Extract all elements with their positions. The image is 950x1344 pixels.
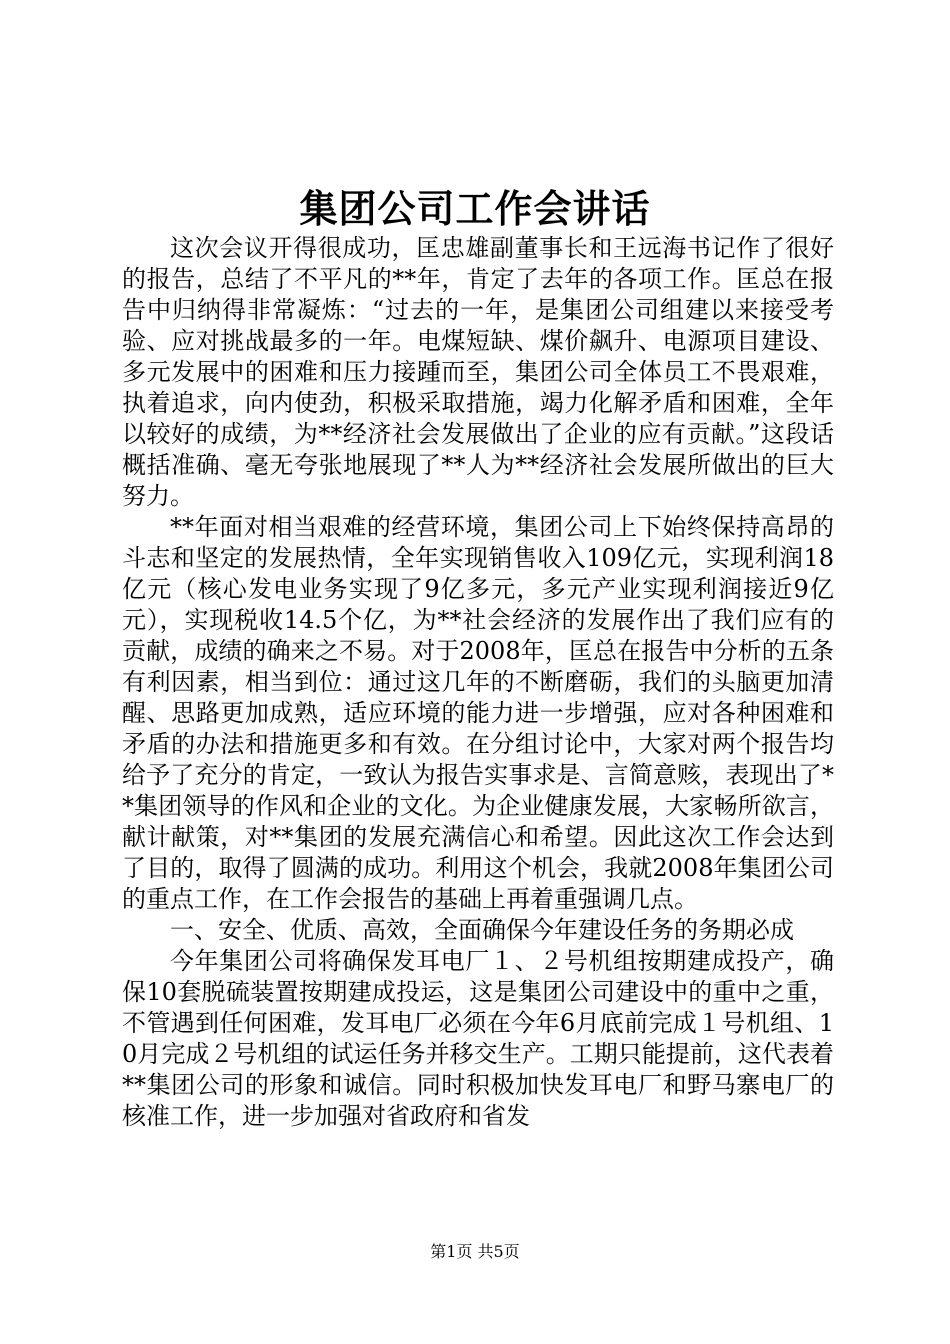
paragraph-2: **年面对相当艰难的经营环境，集团公司上下始终保持高昂的斗志和坚定的发展热情，全年实现销售收入109亿元，实现利润18亿元（核心发电业务实现了9亿多元，多元产业实现利润接近9亿元），实现税收14.5个亿，为**社会经济的发展作出了我们应有的贡献，成绩的确来之不易。对于2008年，匡总在报告中分析的五条有利因素，相当到位：通过这几年的不断磨砺，我们的头脑更加清醒、思路更加成熟，适应环境的能力进一步增强，应对各种困难和矛盾的办法和措施更多和有效。在分组讨论中，大家对两个报告均给予了充分的肯定，一致认为报告实事求是、言简意赅，表现出了**集团领导的作风和企业的文化。为企业健康发展，大家畅所欲言，献计献策，对**集团的发展充满信心和希望。因此这次工作会达到了目的，取得了圆满的成功。利用这个机会，我就2008年集团公司的重点工作，在工作会报告的基础上再着重强调几点。	[122, 513, 834, 913]
page-number-footer: 第1页 共5页	[430, 1242, 520, 1261]
paragraph-1: 这次会议开得很成功，匡忠雄副董事长和王远海书记作了很好的报告，总结了不平凡的**年，肯定了去年的各项工作。匡总在报告中归纳得非常凝炼：“过去的一年，是集团公司组建以来接受考验、应对挑战最多的一年。电煤短缺、煤价飙升、电源项目建设、多元发展中的困难和压力接踵而至，集团公司全体员工不畏艰难，执着追求，向内使劲，积极采取措施，竭力化解矛盾和困难，全年以较好的成绩，为**经济社会发展做出了企业的应有贡献。”这段话概括准确、毫无夸张地展现了**人为**经济社会发展所做出的巨大努力。	[122, 234, 834, 510]
paragraph-3: 今年集团公司将确保发耳电厂１、２号机组按期建成投产，确保10套脱硫装置按期建成投运，这是集团公司建设中的重中之重，不管遇到任何困难，发耳电厂必须在今年6月底前完成１号机组、10月完成２号机组的试运任务并移交生产。工期只能提前，这代表着**集团公司的形象和诚信。同时积极加快发耳电厂和野马寨电厂的核准工作，进一步加强对省政府和省发	[122, 947, 834, 1130]
document-title: 集团公司工作会讲话	[299, 186, 651, 231]
section-heading-1: 一、安全、优质、高效，全面确保今年建设任务的务期必成	[170, 916, 794, 944]
document-body	[122, 233, 834, 1132]
